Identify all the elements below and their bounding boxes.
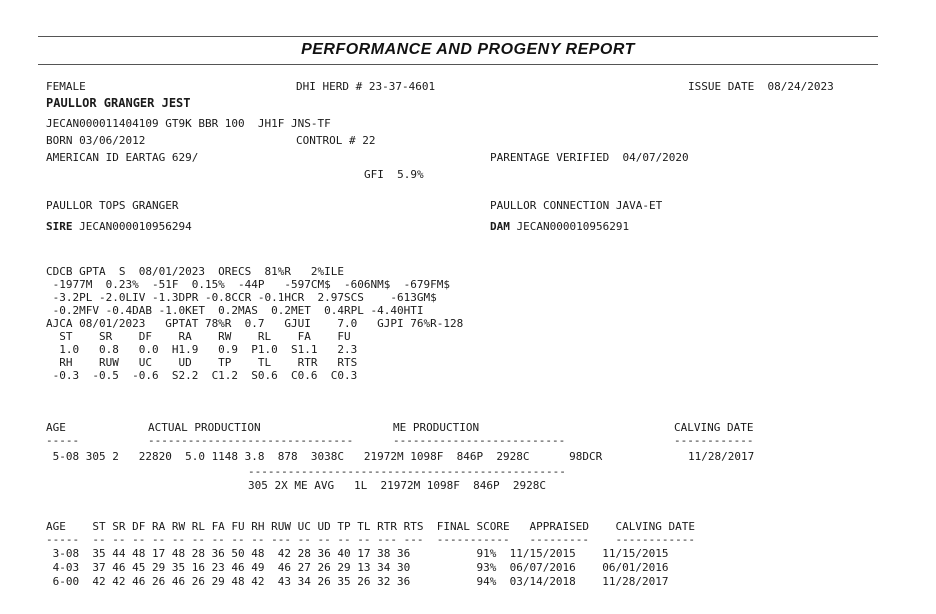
report-title: PERFORMANCE AND PROGENY REPORT bbox=[301, 41, 635, 58]
genetics-line: -3.2PL -2.0LIV -1.3DPR -0.8CCR -0.1HCR 2.97SCS -613GM$ bbox=[46, 291, 437, 304]
parentage-verified: PARENTAGE VERIFIED 04/07/2020 bbox=[490, 151, 689, 164]
sire-name: PAULLOR TOPS GRANGER bbox=[46, 199, 179, 212]
genetics-line: -1977M 0.23% -51F 0.15% -44P -597CM$ -606NM$ -679FM$ bbox=[46, 278, 450, 291]
gfi: GFI 5.9% bbox=[364, 168, 424, 181]
genetics-line: -0.3 -0.5 -0.6 S2.2 C1.2 S0.6 C0.6 C0.3 bbox=[46, 369, 358, 382]
prod-dash-calving: ------------ bbox=[674, 434, 754, 447]
sire-id: JECAN000010956294 bbox=[79, 220, 192, 233]
class-dashes: ----- -- -- -- -- -- -- -- -- -- --- -- -- -- -- --- --- ----------- --------- ------------ bbox=[46, 533, 696, 546]
prod-head-me: ME PRODUCTION bbox=[393, 421, 480, 434]
me-avg-dash: ------------------------------------------------ bbox=[248, 465, 566, 478]
registration-line: JECAN000011404109 GT9K BBR 100 JH1F JNS-TF bbox=[46, 117, 331, 130]
prod-row: 5-08 305 2 22820 5.0 1148 3.8 878 3038C 21972M 1098F 846P 2928C 98DCR bbox=[46, 450, 603, 463]
prod-dash-actual: ------------------------------- bbox=[148, 434, 354, 447]
prod-head-age: AGE bbox=[46, 421, 66, 434]
born-date: BORN 03/06/2012 bbox=[46, 134, 146, 147]
control-number: CONTROL # 22 bbox=[296, 134, 376, 147]
me-avg-row: 305 2X ME AVG 1L 21972M 1098F 846P 2928C bbox=[248, 479, 547, 492]
genetics-line: CDCB GPTA S 08/01/2023 ORECS 81%R 2%ILE bbox=[46, 265, 345, 278]
prod-head-calving: CALVING DATE bbox=[674, 421, 754, 434]
dhi-herd: DHI HERD # 23-37-4601 bbox=[296, 80, 436, 93]
dam-id: JECAN000010956291 bbox=[516, 220, 630, 233]
prod-calving-date: 11/28/2017 bbox=[688, 450, 755, 463]
issue-date: ISSUE DATE 08/24/2023 bbox=[688, 80, 834, 93]
animal-name: PAULLOR GRANGER JEST bbox=[46, 96, 191, 110]
class-header: AGE ST SR DF RA RW RL FA FU RH RUW UC UD TP TL RTR RTS FINAL SCORE APPRAISED CALVING DATE bbox=[46, 520, 696, 533]
genetics-line: RH RUW UC UD TP TL RTR RTS bbox=[46, 356, 358, 369]
genetics-line: 1.0 0.8 0.0 H1.9 0.9 P1.0 S1.1 2.3 bbox=[46, 343, 358, 356]
prod-dash-age: ----- bbox=[46, 434, 80, 447]
top-rule bbox=[38, 36, 878, 37]
genetics-line: -0.2MFV -0.4DAB -1.0KET 0.2MAS 0.2MET 0.4RPL -4.40HTI bbox=[46, 304, 424, 317]
genetics-line: ST SR DF RA RW RL FA FU bbox=[46, 330, 351, 343]
prod-head-actual: ACTUAL PRODUCTION bbox=[148, 421, 261, 434]
sex: FEMALE bbox=[46, 80, 86, 93]
dam-name: PAULLOR CONNECTION JAVA-ET bbox=[490, 199, 663, 212]
title-rule bbox=[38, 64, 878, 65]
class-row: 6-00 42 42 46 26 46 26 29 48 42 43 34 26 35 26 32 36 94% 03/14/2018 11/28/2017 bbox=[46, 575, 669, 588]
prod-dash-me: -------------------------- bbox=[393, 434, 566, 447]
dam-label: DAM bbox=[490, 220, 510, 233]
sire-line bbox=[46, 220, 192, 233]
class-row: 4-03 37 46 45 29 35 16 23 46 49 46 27 26 29 13 34 30 93% 06/07/2016 06/01/2016 bbox=[46, 561, 669, 574]
class-row: 3-08 35 44 48 17 48 28 36 50 48 42 28 36 40 17 38 36 91% 11/15/2015 11/15/2015 bbox=[46, 547, 669, 560]
sire-label: SIRE bbox=[46, 220, 73, 233]
dam-line bbox=[490, 220, 629, 233]
american-id: AMERICAN ID EARTAG 629/ bbox=[46, 151, 199, 164]
genetics-line: AJCA 08/01/2023 GPTAT 78%R 0.7 GJUI 7.0 GJPI 76%R-128 bbox=[46, 317, 464, 330]
